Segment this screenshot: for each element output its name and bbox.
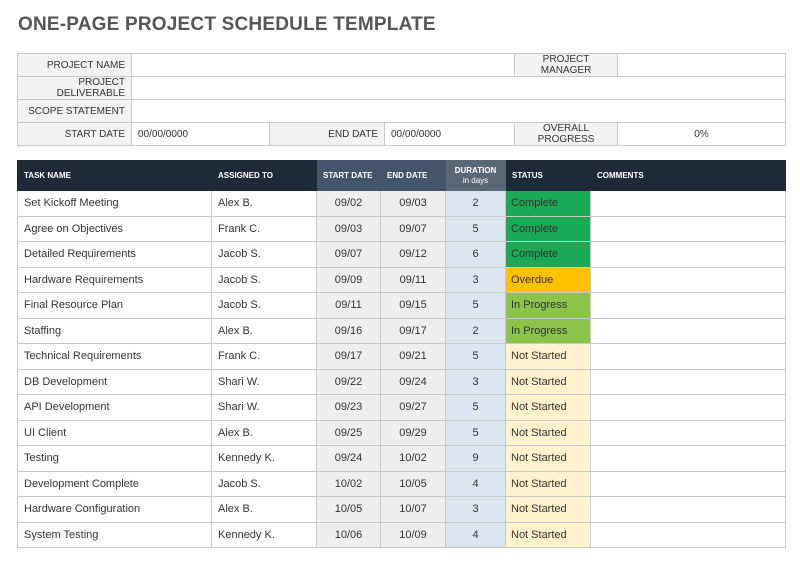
comments-cell[interactable] <box>591 267 786 293</box>
end-date-cell[interactable]: 09/12 <box>381 242 446 268</box>
task-name-cell[interactable]: Development Complete <box>18 471 212 497</box>
table-row <box>18 446 786 472</box>
assigned-to-cell[interactable]: Alex B. <box>212 420 317 446</box>
start-date-cell[interactable]: 09/25 <box>317 420 381 446</box>
assigned-to-cell[interactable]: Alex B. <box>212 191 317 217</box>
end-date-label: END DATE <box>270 123 385 146</box>
status-cell[interactable]: In Progress <box>506 293 591 319</box>
comments-cell[interactable] <box>591 242 786 268</box>
status-cell[interactable]: Complete <box>506 242 591 268</box>
end-date-cell[interactable]: 09/27 <box>381 395 446 421</box>
start-date-cell[interactable]: 09/23 <box>317 395 381 421</box>
status-cell[interactable]: Not Started <box>506 497 591 523</box>
task-name-cell[interactable]: DB Development <box>18 369 212 395</box>
end-date-cell[interactable]: 10/09 <box>381 522 446 548</box>
assigned-to-cell[interactable]: Jacob S. <box>212 267 317 293</box>
table-row <box>18 344 786 370</box>
table-row <box>18 471 786 497</box>
assigned-to-cell[interactable]: Frank C. <box>212 216 317 242</box>
duration-cell[interactable]: 6 <box>446 242 506 268</box>
start-date-cell[interactable]: 10/06 <box>317 522 381 548</box>
duration-cell[interactable]: 3 <box>446 267 506 293</box>
table-row <box>18 242 786 268</box>
task-table-body <box>18 191 786 548</box>
col-header-start-date: START DATE <box>317 161 381 191</box>
end-date-cell[interactable]: 09/03 <box>381 191 446 217</box>
comments-cell[interactable] <box>591 471 786 497</box>
start-date-cell[interactable]: 09/09 <box>317 267 381 293</box>
start-date-cell[interactable]: 09/24 <box>317 446 381 472</box>
status-cell[interactable]: In Progress <box>506 318 591 344</box>
task-name-cell[interactable]: Testing <box>18 446 212 472</box>
start-date-cell[interactable]: 09/17 <box>317 344 381 370</box>
project-manager-label: PROJECT MANAGER <box>515 54 618 77</box>
start-date-cell[interactable]: 09/11 <box>317 293 381 319</box>
start-date-cell[interactable]: 09/07 <box>317 242 381 268</box>
duration-header-label: DURATION <box>454 165 497 175</box>
table-row <box>18 369 786 395</box>
table-row <box>18 420 786 446</box>
comments-cell[interactable] <box>591 522 786 548</box>
duration-cell[interactable]: 3 <box>446 369 506 395</box>
comments-cell[interactable] <box>591 420 786 446</box>
task-name-cell[interactable]: Final Resource Plan <box>18 293 212 319</box>
duration-header-unit: in days <box>462 175 489 185</box>
assigned-to-cell[interactable]: Jacob S. <box>212 242 317 268</box>
project-name-row <box>18 54 786 77</box>
overall-progress-field[interactable]: 0% <box>618 123 786 146</box>
task-name-cell[interactable]: Hardware Requirements <box>18 267 212 293</box>
project-name-label: PROJECT NAME <box>18 54 132 77</box>
task-name-cell[interactable]: Set Kickoff Meeting <box>18 191 212 217</box>
duration-cell[interactable]: 5 <box>446 395 506 421</box>
assigned-to-cell[interactable]: Alex B. <box>212 497 317 523</box>
start-date-cell[interactable]: 10/05 <box>317 497 381 523</box>
project-deliverable-label: PROJECT DELIVERABLE <box>18 77 132 100</box>
status-cell[interactable]: Overdue <box>506 267 591 293</box>
status-cell[interactable]: Not Started <box>506 446 591 472</box>
comments-cell[interactable] <box>591 191 786 217</box>
start-date-label: START DATE <box>18 123 132 146</box>
status-cell[interactable]: Not Started <box>506 522 591 548</box>
task-name-cell[interactable]: System Testing <box>18 522 212 548</box>
col-header-task-name: TASK NAME <box>18 161 212 191</box>
assigned-to-cell[interactable]: Shari W. <box>212 395 317 421</box>
col-header-duration <box>446 161 506 191</box>
status-cell[interactable]: Complete <box>506 216 591 242</box>
project-deliverable-row <box>18 77 786 100</box>
task-name-cell[interactable]: UI Client <box>18 420 212 446</box>
end-date-cell[interactable]: 10/07 <box>381 497 446 523</box>
task-name-cell[interactable]: API Development <box>18 395 212 421</box>
assigned-to-cell[interactable]: Jacob S. <box>212 293 317 319</box>
table-row <box>18 191 786 217</box>
duration-cell[interactable]: 2 <box>446 191 506 217</box>
comments-cell[interactable] <box>591 216 786 242</box>
col-header-end-date: END DATE <box>381 161 446 191</box>
col-header-comments: COMMENTS <box>591 161 786 191</box>
status-cell[interactable]: Not Started <box>506 369 591 395</box>
duration-cell[interactable]: 9 <box>446 446 506 472</box>
start-date-cell[interactable]: 09/02 <box>317 191 381 217</box>
table-row <box>18 318 786 344</box>
table-row <box>18 267 786 293</box>
col-header-assigned-to: ASSIGNED TO <box>212 161 317 191</box>
table-row <box>18 522 786 548</box>
status-cell[interactable]: Not Started <box>506 420 591 446</box>
end-date-cell[interactable]: 09/29 <box>381 420 446 446</box>
project-deliverable-field[interactable] <box>132 77 786 100</box>
comments-cell[interactable] <box>591 369 786 395</box>
comments-cell[interactable] <box>591 497 786 523</box>
task-schedule-table <box>17 160 786 548</box>
project-manager-field[interactable] <box>618 54 786 77</box>
end-date-field[interactable]: 00/00/0000 <box>385 123 515 146</box>
start-date-field[interactable]: 00/00/0000 <box>132 123 270 146</box>
end-date-cell[interactable]: 09/24 <box>381 369 446 395</box>
end-date-cell[interactable]: 09/07 <box>381 216 446 242</box>
task-name-cell[interactable]: Detailed Requirements <box>18 242 212 268</box>
end-date-cell[interactable]: 09/15 <box>381 293 446 319</box>
comments-cell[interactable] <box>591 293 786 319</box>
assigned-to-cell[interactable]: Frank C. <box>212 344 317 370</box>
dates-row <box>18 123 786 146</box>
status-cell[interactable]: Not Started <box>506 471 591 497</box>
assigned-to-cell[interactable]: Alex B. <box>212 318 317 344</box>
table-row <box>18 216 786 242</box>
start-date-cell[interactable]: 10/02 <box>317 471 381 497</box>
duration-cell[interactable]: 5 <box>446 420 506 446</box>
comments-cell[interactable] <box>591 344 786 370</box>
comments-cell[interactable] <box>591 446 786 472</box>
end-date-cell[interactable]: 09/11 <box>381 267 446 293</box>
comments-cell[interactable] <box>591 318 786 344</box>
table-row <box>18 293 786 319</box>
col-header-status: STATUS <box>506 161 591 191</box>
start-date-cell[interactable]: 09/16 <box>317 318 381 344</box>
page-title: ONE-PAGE PROJECT SCHEDULE TEMPLATE <box>18 14 436 35</box>
assigned-to-cell[interactable]: Jacob S. <box>212 471 317 497</box>
project-info-table <box>17 53 786 146</box>
scope-statement-row <box>18 100 786 123</box>
end-date-cell[interactable]: 10/02 <box>381 446 446 472</box>
duration-cell[interactable]: 5 <box>446 293 506 319</box>
task-name-cell[interactable]: Staffing <box>18 318 212 344</box>
overall-progress-label: OVERALL PROGRESS <box>515 123 618 146</box>
start-date-cell[interactable]: 09/22 <box>317 369 381 395</box>
scope-statement-label: SCOPE STATEMENT <box>18 100 132 123</box>
table-row <box>18 395 786 421</box>
duration-cell[interactable]: 5 <box>446 216 506 242</box>
end-date-cell[interactable]: 09/17 <box>381 318 446 344</box>
table-header-row <box>18 161 786 191</box>
status-cell[interactable]: Not Started <box>506 344 591 370</box>
start-date-cell[interactable]: 09/03 <box>317 216 381 242</box>
table-row <box>18 497 786 523</box>
assigned-to-cell[interactable]: Shari W. <box>212 369 317 395</box>
task-name-cell[interactable]: Agree on Objectives <box>18 216 212 242</box>
project-name-field[interactable] <box>132 54 515 77</box>
duration-cell[interactable]: 2 <box>446 318 506 344</box>
end-date-cell[interactable]: 09/21 <box>381 344 446 370</box>
assigned-to-cell[interactable]: Kennedy K. <box>212 522 317 548</box>
duration-cell[interactable]: 5 <box>446 344 506 370</box>
duration-cell[interactable]: 4 <box>446 471 506 497</box>
status-cell[interactable]: Complete <box>506 191 591 217</box>
task-name-cell[interactable]: Hardware Configuration <box>18 497 212 523</box>
status-cell[interactable]: Not Started <box>506 395 591 421</box>
duration-cell[interactable]: 4 <box>446 522 506 548</box>
assigned-to-cell[interactable]: Kennedy K. <box>212 446 317 472</box>
task-name-cell[interactable]: Technical Requirements <box>18 344 212 370</box>
end-date-cell[interactable]: 10/05 <box>381 471 446 497</box>
scope-statement-field[interactable] <box>132 100 786 123</box>
duration-cell[interactable]: 3 <box>446 497 506 523</box>
comments-cell[interactable] <box>591 395 786 421</box>
